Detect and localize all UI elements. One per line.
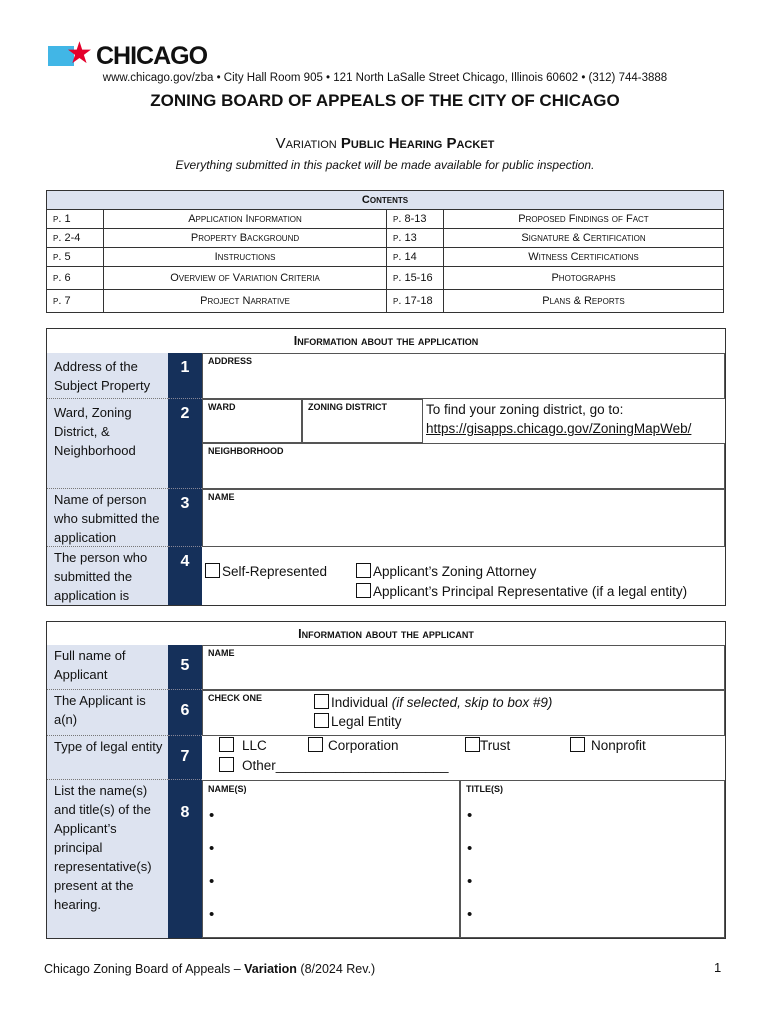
bullet: • (209, 873, 215, 890)
label-applicant-name: Full name of Applicant (47, 645, 168, 690)
option-label: Applicant’s Principal Representative (if a legal entity) (373, 584, 688, 599)
option-self-represented[interactable] (205, 563, 327, 579)
page-ref: p. 6 (47, 267, 104, 290)
box-number: 7 (168, 736, 202, 780)
checkbox[interactable] (314, 713, 329, 728)
section-title: Project Narrative (104, 290, 387, 313)
checkbox[interactable] (308, 737, 323, 752)
box-number: 5 (168, 645, 202, 690)
box-number: 4 (168, 547, 202, 605)
subtitle-bold: Public Hearing Packet (340, 135, 495, 152)
label-applicant-type: The Applicant is a(n) (47, 690, 168, 736)
section-title: Signature & Certification (444, 229, 724, 248)
footer-text: Chicago Zoning Board of Appeals – (44, 962, 245, 976)
table-row (47, 290, 724, 313)
page-ref: p. 14 (387, 248, 444, 267)
option-principal-representative[interactable] (356, 583, 687, 599)
section-title: Plans & Reports (444, 290, 724, 313)
neighborhood-caption: NEIGHBORHOOD (208, 446, 284, 456)
footer-bold: Variation (244, 962, 297, 976)
section-title: Witness Certifications (444, 248, 724, 267)
logo-text: CHICAGO (96, 42, 208, 70)
submitter-name-field[interactable] (202, 489, 725, 547)
checkbox[interactable] (356, 563, 371, 578)
label-submitter-type: The person who submitted the application is (47, 547, 168, 605)
checkbox[interactable] (205, 563, 220, 578)
label-address: Address of the Subject Property (47, 353, 168, 399)
table-row (47, 248, 724, 267)
page-ref: p. 5 (47, 248, 104, 267)
applicant-section (46, 621, 726, 939)
zoning-hint (426, 400, 691, 438)
option-zoning-attorney[interactable] (356, 563, 536, 579)
subtitle-text: Variation (275, 135, 341, 152)
page-number: 1 (714, 960, 722, 975)
option-label: Individual (331, 695, 392, 710)
checkbox[interactable] (356, 583, 371, 598)
address-caption: ADDRESS (208, 356, 253, 366)
page-ref: p. 15-16 (387, 267, 444, 290)
address-field[interactable] (202, 353, 725, 399)
table-row (47, 210, 724, 229)
ward-caption: WARD (208, 402, 236, 412)
option-label: LLC (242, 738, 267, 753)
option-llc[interactable] (219, 737, 267, 753)
name-caption: NAME (208, 492, 235, 502)
checkbox[interactable] (219, 757, 234, 772)
box-number: 6 (168, 690, 202, 736)
bullet: • (209, 906, 215, 923)
name-caption: NAME (208, 648, 235, 658)
option-label: Corporation (328, 738, 399, 753)
box-number: 8 (168, 780, 202, 938)
option-label: Nonprofit (591, 738, 646, 753)
checkbox[interactable] (465, 737, 480, 752)
ward-field[interactable] (202, 399, 302, 443)
checkbox[interactable] (570, 737, 585, 752)
application-heading: Information about the application (293, 334, 479, 348)
section-title: Photographs (444, 267, 724, 290)
representative-titles-field[interactable] (460, 780, 725, 938)
option-label: Self-Represented (222, 564, 328, 579)
option-note: (if selected, skip to box #9) (391, 695, 553, 710)
option-label: Other_______________________ (242, 758, 449, 773)
box-number: 2 (168, 399, 202, 489)
applicant-heading: Information about the applicant (298, 627, 474, 641)
bullet: • (467, 906, 473, 923)
box-number: 3 (168, 489, 202, 547)
section-title: Overview of Variation Criteria (104, 267, 387, 290)
option-label: Applicant’s Zoning Attorney (373, 564, 537, 579)
representative-names-field[interactable] (202, 780, 460, 938)
application-section (46, 328, 726, 606)
footer (44, 962, 375, 976)
section-title: Proposed Findings of Fact (444, 210, 724, 229)
page-ref: p. 17-18 (387, 290, 444, 313)
zoning-district-field[interactable] (302, 399, 423, 443)
chicago-logo (48, 37, 208, 70)
label-submitter: Name of person who submitted the application (47, 489, 168, 547)
titles-caption: TITLE(S) (466, 784, 503, 794)
check-one-caption: CHECK ONE (208, 693, 263, 703)
option-label: Legal Entity (331, 714, 402, 729)
option-other[interactable] (219, 757, 448, 773)
option-label: Trust (480, 738, 511, 753)
section-title: Property Background (104, 229, 387, 248)
zoning-hint-text: To find your zoning district, go to: (426, 402, 624, 417)
star-icon: ★ (66, 37, 93, 70)
applicant-name-field[interactable] (202, 645, 725, 690)
label-representatives: List the name(s) and title(s) of the Applicant’s principal representative(s) present at the hearing. (47, 780, 168, 938)
label-ward: Ward, Zoning District, & Neighborhood (47, 399, 168, 489)
bullet: • (467, 807, 473, 824)
table-row (47, 267, 724, 290)
zoning-caption: ZONING DISTRICT (308, 402, 387, 412)
option-legal-entity[interactable] (314, 713, 402, 729)
bullet: • (467, 840, 473, 857)
neighborhood-field[interactable] (202, 443, 725, 489)
applicant-type-field (202, 690, 725, 736)
address-line: www.chicago.gov/zba • City Hall Room 905 • 121 North LaSalle Street Chicago, Illinois 60602 • (312) 744-3888 (102, 72, 668, 84)
public-note: Everything submitted in this packet will be made available for public inspection. (175, 158, 595, 172)
page-ref: p. 8-13 (387, 210, 444, 229)
footer-revision: (8/2024 Rev.) (296, 962, 376, 976)
option-corporation[interactable] (308, 737, 399, 753)
label-entity-type: Type of legal entity (47, 736, 168, 780)
names-caption: NAME(S) (208, 784, 247, 794)
table-row (47, 229, 724, 248)
page-title: ZONING BOARD OF APPEALS OF THE CITY OF CHICAGO (150, 91, 620, 110)
checkbox[interactable] (219, 737, 234, 752)
contents-table (46, 190, 724, 313)
option-trust[interactable] (465, 737, 510, 753)
option-individual[interactable] (314, 694, 552, 710)
bullet: • (209, 840, 215, 857)
page-ref: p. 13 (387, 229, 444, 248)
option-nonprofit[interactable] (570, 737, 646, 753)
page-subtitle (0, 135, 770, 152)
section-title: Application Information (104, 210, 387, 229)
checkbox[interactable] (314, 694, 329, 709)
page-ref: p. 1 (47, 210, 104, 229)
section-title: Instructions (104, 248, 387, 267)
page-ref: p. 2-4 (47, 229, 104, 248)
page-ref: p. 7 (47, 290, 104, 313)
bullet: • (467, 873, 473, 890)
box-number: 1 (168, 353, 202, 399)
bullet: • (209, 807, 215, 824)
zoning-map-link[interactable]: https://gisapps.chicago.gov/ZoningMapWeb/ (426, 421, 692, 436)
contents-heading: Contents (47, 191, 724, 210)
